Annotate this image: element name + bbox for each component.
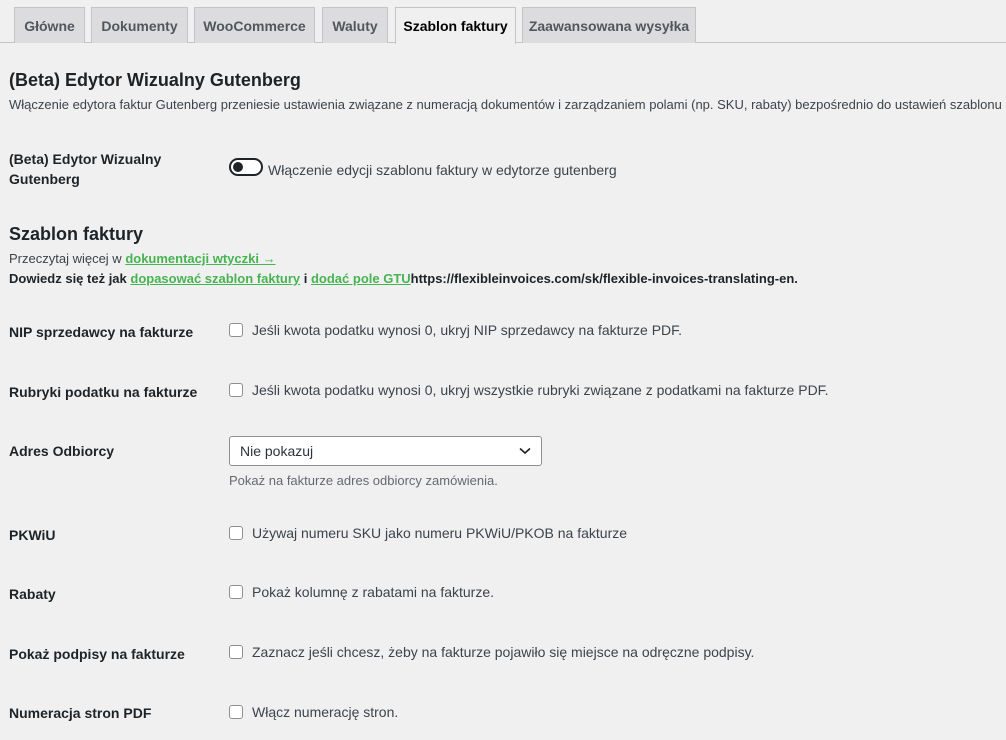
page-numbering-checkbox-text: Włącz numerację stron. — [252, 704, 399, 720]
setting-field-page-numbering — [229, 704, 398, 720]
nip-checkbox[interactable] — [229, 323, 243, 337]
learn-url: https://flexibleinvoices.com/sk/flexible-invoices-translating-en. — [410, 271, 798, 286]
learn-line — [9, 271, 798, 286]
setting-field-pkwiu — [229, 525, 627, 541]
setting-field-nip — [229, 322, 682, 338]
read-more-prefix: Przeczytaj więcej w — [9, 251, 126, 266]
add-gtu-link[interactable]: dodać pole GTU — [310, 271, 411, 286]
setting-label-address: Adres Odbiorcy — [9, 443, 115, 459]
setting-field-tax — [229, 382, 829, 398]
setting-label-discounts: Rabaty — [9, 586, 56, 602]
read-more-line — [9, 251, 276, 266]
gutenberg-toggle[interactable] — [229, 158, 263, 176]
signatures-checkbox-text: Zaznacz jeśli chcesz, żeby na fakturze pojawiło się miejsce na odręczne podpisy. — [252, 644, 755, 660]
gutenberg-label-line2: Gutenberg — [9, 171, 80, 187]
gutenberg-section-title: (Beta) Edytor Wizualny Gutenberg — [9, 70, 301, 90]
address-select[interactable] — [229, 436, 542, 466]
tax-checkbox-text: Jeśli kwota podatku wynosi 0, ukryj wszystkie rubryki związane z podatkami na fakturze PDF. — [252, 382, 829, 398]
page-numbering-checkbox[interactable] — [229, 705, 243, 719]
setting-label-nip: NIP sprzedawcy na fakturze — [9, 324, 194, 340]
tab-bar — [0, 0, 1006, 43]
nip-checkbox-text: Jeśli kwota podatku wynosi 0, ukryj NIP sprzedawcy na fakturze PDF. — [252, 322, 683, 338]
gutenberg-section-description: Włączenie edytora faktur Gutenberg przeniesie ustawienia związane z numeracją dokumentów i zarządzaniem polami (np. SKU, rabaty) bezpośrednio do ustawień szablonu — [9, 97, 1002, 112]
setting-label-signatures: Pokaż podpisy na fakturze — [9, 646, 185, 662]
address-select-value: Nie pokazuj — [240, 443, 314, 459]
gutenberg-toggle-text: Włączenie edycji szablonu faktury w edytorze gutenberg — [268, 162, 617, 178]
signatures-checkbox[interactable] — [229, 645, 243, 659]
discounts-checkbox-text: Pokaż kolumnę z rabatami na fakturze. — [252, 584, 495, 600]
learn-prefix: Dowiedz się też jak — [9, 271, 131, 286]
gutenberg-label-line1: (Beta) Edytor Wizualny — [9, 151, 162, 167]
documentation-link[interactable]: dokumentacji wtyczki → — [125, 251, 276, 266]
tab-glowne[interactable]: Główne — [14, 7, 85, 43]
tab-dokumenty[interactable]: Dokumenty — [91, 7, 188, 43]
setting-label-tax: Rubryki podatku na fakturze — [9, 384, 198, 400]
tab-zaawansowana-wysylka[interactable]: Zaawansowana wysyłka — [522, 7, 696, 43]
gutenberg-toggle-field — [229, 158, 617, 176]
learn-mid: i — [300, 271, 311, 286]
customize-template-link[interactable]: dopasować szablon faktury — [130, 271, 301, 286]
gutenberg-setting-label — [9, 149, 161, 189]
address-help-text: Pokaż na fakturze adres odbiorcy zamówienia. — [229, 473, 498, 488]
discounts-checkbox[interactable] — [229, 585, 243, 599]
tab-woocommerce[interactable]: WooCommerce — [194, 7, 315, 43]
chevron-down-icon — [519, 447, 531, 455]
tab-szablon-faktury[interactable]: Szablon faktury — [395, 7, 516, 44]
pkwiu-checkbox-text: Używaj numeru SKU jako numeru PKWiU/PKOB na fakturze — [252, 525, 628, 541]
setting-field-signatures — [229, 644, 754, 660]
setting-label-page-numbering: Numeracja stron PDF — [9, 705, 152, 721]
setting-field-discounts — [229, 584, 494, 600]
toggle-knob — [233, 162, 243, 172]
pkwiu-checkbox[interactable] — [229, 526, 243, 540]
setting-label-pkwiu: PKWiU — [9, 527, 56, 543]
template-section-title: Szablon faktury — [9, 224, 144, 244]
tax-checkbox[interactable] — [229, 383, 243, 397]
tab-waluty[interactable]: Waluty — [322, 7, 388, 43]
